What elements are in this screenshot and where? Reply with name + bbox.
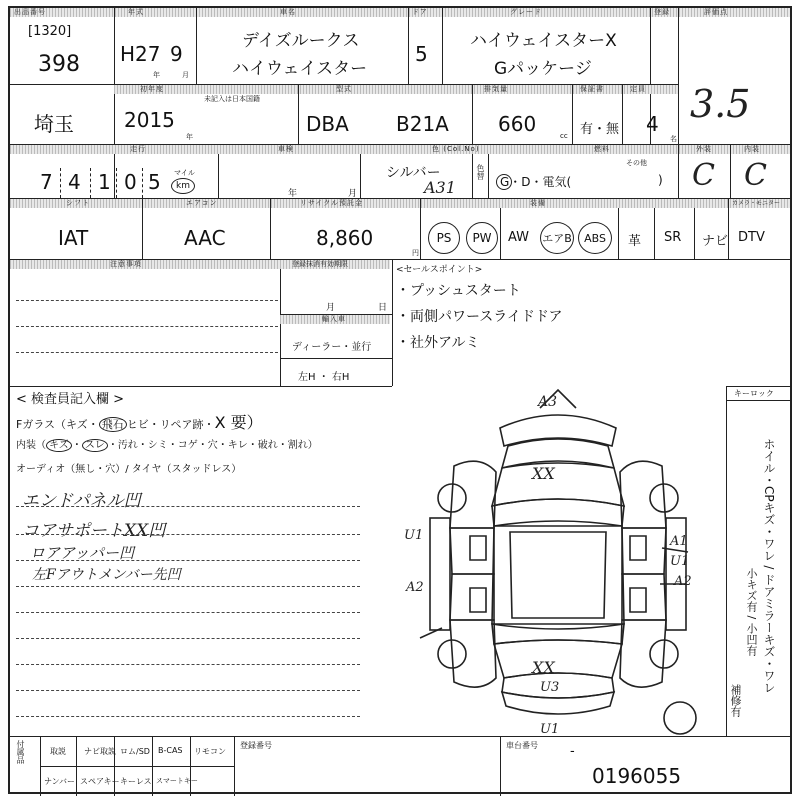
- sales-point-label: <セールスポイント>: [396, 265, 483, 275]
- fuel-options: G・D・電気(: [500, 175, 572, 189]
- year-era: H27: [120, 42, 161, 66]
- mark-rear: XX: [532, 658, 555, 677]
- handwritten-note-1: エンドパネル凹: [22, 491, 141, 511]
- equip-navi: ナビ: [702, 234, 729, 249]
- circled-scratch: キズ: [46, 439, 72, 452]
- frame-no-dash: -: [570, 744, 575, 759]
- acc-spare-key: スペアキー: [80, 777, 120, 786]
- handwritten-note-4: 左Fアウトメンバー先凹: [32, 567, 181, 583]
- mark-right-mid: U1: [670, 554, 690, 569]
- mileage-unit-mile: マイル: [174, 169, 195, 177]
- equip-sunroof: SR: [664, 230, 682, 245]
- camera-label: カメラ・モニター: [732, 200, 781, 207]
- acc-rom-sd: ロム/SD: [120, 747, 150, 756]
- mark-front: A3: [538, 394, 558, 410]
- inspector-line2: 内装（ キズ ・ スレ ・汚れ・シミ・コゲ・穴・キレ・破れ・割れ）: [16, 440, 318, 451]
- handwritten-note-2: コアサポートXX凹: [22, 521, 166, 541]
- circled-stone-chip: 飛石: [99, 417, 127, 432]
- notes-label: 注意事項: [110, 260, 142, 268]
- first-reg-note: 未記入は日本国籍: [204, 95, 260, 103]
- year-unit: 年: [153, 71, 160, 79]
- recycle-unit: 円: [412, 249, 419, 257]
- mileage-digit-2: 4: [68, 170, 81, 194]
- inspection-sheet: [8, 6, 792, 794]
- reg-type-label: 登録: [654, 8, 670, 16]
- equip-airbag: エアB: [540, 222, 574, 254]
- sales-point-item-2: ・両側パワースライドドア: [396, 309, 563, 325]
- lot-code: [1320]: [28, 24, 72, 39]
- model-label: 型式: [336, 85, 352, 93]
- mark-bottom: U1: [540, 722, 560, 737]
- frame-number: 0196055: [592, 764, 682, 788]
- mark-left-rear: A2: [406, 580, 424, 595]
- mileage-digit-1: 7: [40, 170, 53, 194]
- aircon-label: エアコン: [186, 199, 218, 207]
- displacement-value: 660: [498, 112, 537, 136]
- color-name: シルバー: [386, 165, 441, 181]
- frame-no-label: 車台番号: [506, 741, 538, 750]
- warranty-value: 有・無: [580, 122, 620, 137]
- shift-label: シフト: [66, 199, 90, 207]
- grade-line1: ハイウェイスターX: [470, 31, 617, 51]
- inspection-year-unit: 年: [288, 189, 298, 199]
- warranty-label: 保証書: [580, 85, 604, 93]
- model-code: B21A: [396, 112, 449, 136]
- reg-deadline-label: 登録抹消有効期限: [292, 260, 348, 268]
- mark-left-front: U1: [404, 528, 424, 543]
- displacement-unit: cc: [560, 132, 568, 140]
- model-prefix: DBA: [306, 112, 349, 136]
- score-label: 評価点: [704, 8, 728, 16]
- exterior-grade: C: [692, 158, 715, 193]
- year-month: 9: [170, 42, 183, 66]
- equip-dtv: DTV: [738, 230, 765, 245]
- inspector-line1: Fガラス（キズ・ 飛石 ヒビ・リペア跡・X 要）: [16, 413, 263, 432]
- import-option: ディーラー・並行: [292, 342, 372, 353]
- door-count: 5: [415, 42, 428, 66]
- reg-deadline-month: 月: [326, 303, 336, 313]
- header-strip: [10, 8, 790, 17]
- color-change-label: 色替: [476, 164, 485, 180]
- first-reg-year: 2015: [124, 108, 175, 132]
- color-label: 色 (Col.No): [432, 145, 480, 153]
- inspector-label: < 検査員記入欄 >: [16, 392, 125, 407]
- seats-label: 定員: [630, 85, 646, 93]
- side-note-sub1: 小キズ有 / 小凹有: [745, 568, 758, 656]
- shift-value: IAT: [58, 226, 89, 250]
- equip-ps: PS: [428, 222, 460, 254]
- car-name-line1: デイズルークス: [242, 31, 360, 51]
- circled-scuff: スレ: [82, 439, 108, 452]
- equip-leather: 革: [628, 234, 642, 249]
- aircon-value: AAC: [184, 226, 226, 250]
- accessory-label: 付属品: [16, 740, 25, 764]
- handwritten-note-3: ロアアッパー凹: [30, 544, 134, 562]
- fuel-label: 燃料: [594, 145, 610, 153]
- interior-label: 内装: [744, 145, 760, 153]
- acc-smartkey: スマートキー: [156, 777, 198, 785]
- year-label: 年式: [128, 8, 144, 16]
- fuel-close: ): [658, 173, 663, 187]
- region-value: 埼玉: [34, 112, 74, 136]
- grade-line2: Gパッケージ: [494, 59, 592, 79]
- side-note-main: ホイル・CPキズ・ワレ / ドアミラーキズ・ワレ: [762, 438, 776, 694]
- acc-keyless: キーレス: [120, 777, 152, 786]
- equip-aw: AW: [508, 230, 530, 245]
- mark-right-front: A1: [670, 534, 688, 549]
- sales-point-item-1: ・プッシュスタート: [396, 283, 521, 299]
- inspection-month-unit: 月: [348, 189, 358, 199]
- acc-remote: リモコン: [194, 747, 226, 756]
- car-name-line2: ハイウェイスター: [232, 59, 368, 79]
- equip-abs: ABS: [578, 222, 612, 254]
- grade-label: グレード: [510, 8, 542, 16]
- mark-hood: XX: [532, 464, 555, 483]
- mark-rear-bumper: U3: [540, 680, 560, 695]
- interior-grade: C: [744, 158, 767, 193]
- sales-point-item-3: ・社外アルミ: [396, 335, 480, 351]
- import-steering: 左H ・ 右H: [298, 372, 350, 383]
- door-label: ドア: [412, 8, 428, 16]
- color-code: A31: [424, 178, 456, 197]
- acc-navi-manual: ナビ取説: [84, 747, 116, 756]
- keylock-label: キーロック: [734, 389, 774, 398]
- mileage-digit-3: 1: [98, 170, 111, 194]
- mileage-digit-4: 0: [124, 170, 137, 194]
- exterior-label: 外装: [696, 145, 712, 153]
- score-value: 3.5: [690, 82, 751, 126]
- month-unit: 月: [182, 71, 189, 79]
- recycle-value: 8,860: [316, 226, 374, 250]
- lot-number: 398: [38, 52, 80, 77]
- equip-pw: PW: [466, 222, 498, 254]
- first-reg-unit: 年: [186, 133, 193, 141]
- import-label: 輸入車: [322, 315, 346, 323]
- seats-value: 4: [646, 112, 659, 136]
- mileage-unit-km: km: [171, 178, 195, 194]
- inspector-line3: オーディオ（無し・穴）/ タイヤ（スタッドレス）: [16, 464, 242, 475]
- cc-label: 排気量: [484, 85, 508, 93]
- car-name-label: 車名: [280, 8, 296, 16]
- acc-number: ナンバー: [44, 777, 76, 786]
- seats-unit: 名: [670, 135, 677, 143]
- mark-right-rear: A2: [674, 574, 692, 589]
- inspection-label: 車検: [278, 145, 294, 153]
- first-reg-label: 初年度: [140, 85, 164, 93]
- fuel-other-label: その他: [626, 159, 647, 167]
- acc-manual: 取説: [50, 747, 66, 756]
- equipment-label: 装備: [530, 199, 546, 207]
- acc-bcas: B-CAS: [158, 746, 183, 755]
- mileage-label: 走行: [130, 145, 146, 153]
- mileage-digit-5: 5: [148, 170, 161, 194]
- lot-no-label: 出品番号: [14, 8, 46, 16]
- reg-no-label: 登録番号: [240, 741, 272, 750]
- reg-deadline-day: 日: [378, 303, 388, 313]
- side-note-sub2: 補修有: [729, 684, 742, 717]
- recycle-label: リサイクル預託金: [300, 199, 364, 207]
